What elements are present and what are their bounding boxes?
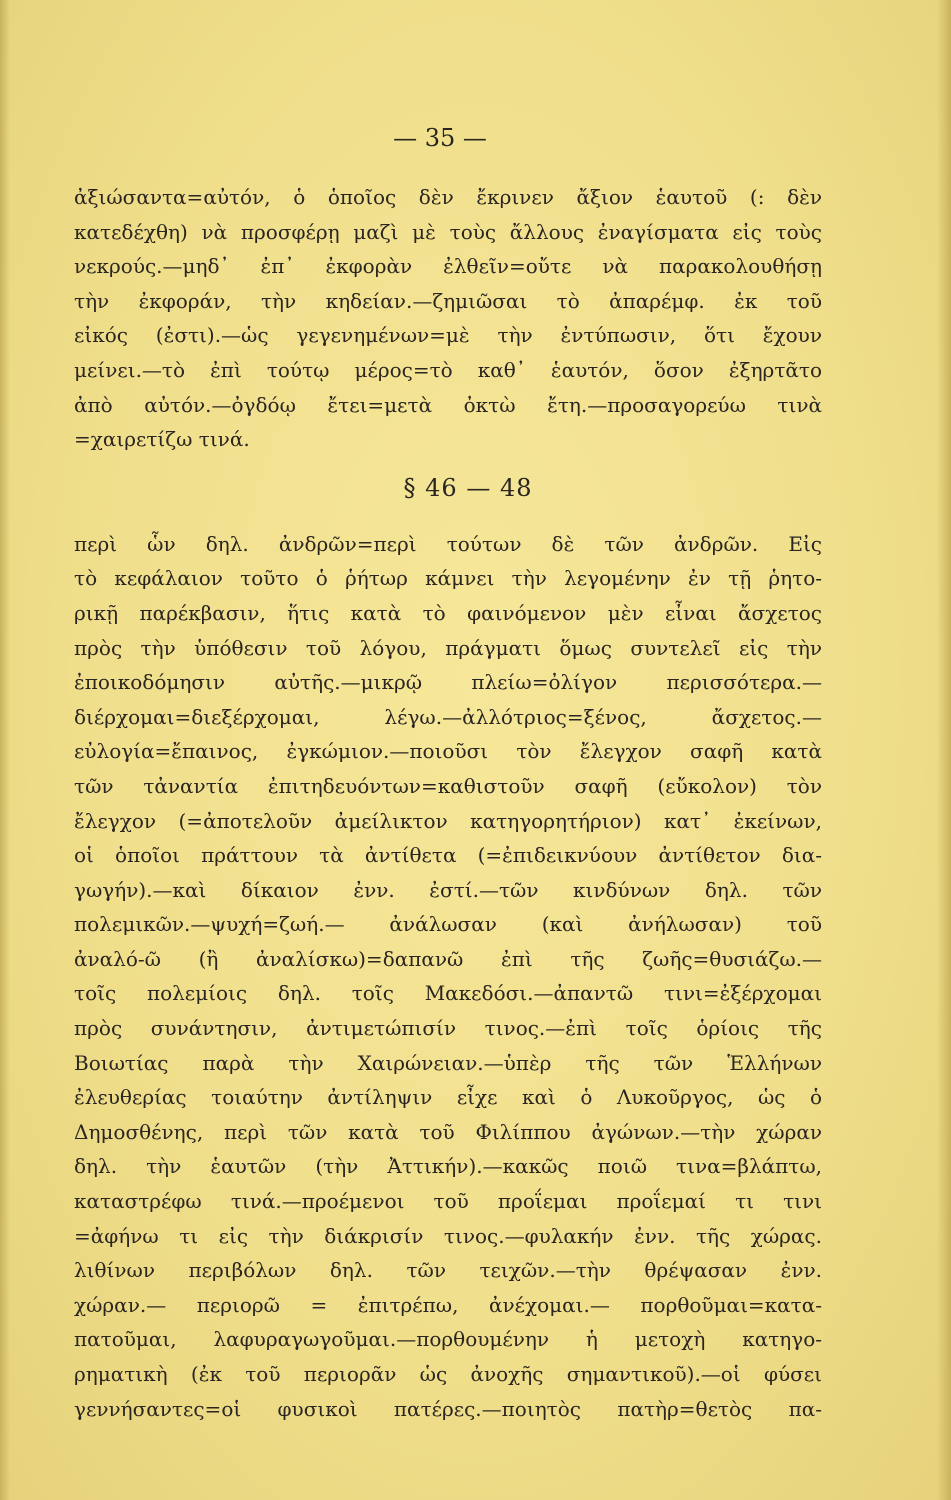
text-line: ρικῇ παρέκβασιν, ἥτις κατὰ τὸ φαινόμενον μὲν εἶναι ἄσχετος: [74, 600, 822, 625]
text-line: ἀξιώσαντα=αὐτόν, ὁ ὁποῖος δὲν ἔκρινεν ἄξιον ἑαυτοῦ (: δὲν: [74, 185, 822, 209]
text-line: ἀπὸ αὐτόν.—ὀγδόῳ ἔτει=μετὰ ὀκτὼ ἔτη.—προσαγορεύω τινὰ: [74, 392, 822, 417]
text-line: =χαιρετίζω τινά.: [74, 427, 250, 452]
text-line: τοῖς πολεμίοις δηλ. τοῖς Μακεδόσι.—ἀπαντῶ τινι=ἐξέρχομαι: [74, 981, 822, 1006]
text-line: γωγήν).—καὶ δίκαιον ἐνν. ἐστί.—τῶν κινδύνων δηλ. τῶν: [74, 877, 822, 902]
page-edge-left: [0, 0, 10, 1500]
text-line: Βοιωτίας παρὰ τὴν Χαιρώνειαν.—ὑπὲρ τῆς τῶν Ἑλλήνων: [74, 1050, 822, 1075]
text-line: διέρχομαι=διεξέρχομαι, λέγω.—ἀλλότριος=ξένος, ἄσχετος.—: [74, 704, 822, 729]
text-line: περὶ ὧν δηλ. ἀνδρῶν=περὶ τούτων δὲ τῶν ἀνδρῶν. Εἰς: [74, 531, 822, 556]
text-line: πατοῦμαι, λαφυραγωγοῦμαι.—πορθουμένην ἡ μετοχὴ κατηγο-: [74, 1327, 822, 1352]
text-line: πρὸς συνάντησιν, ἀντιμετώπισίν τινος.—ἐπὶ τοῖς ὁρίοις τῆς: [74, 1016, 822, 1041]
text-line: ἀναλό-ῶ (ἢ ἀναλίσκω)=δαπανῶ ἐπὶ τῆς ζωῆς=θυσιάζω.—: [74, 946, 822, 971]
text-line: ἐποικοδόμησιν αὐτῆς.—μικρῷ πλείω=ὀλίγον περισσότερα.—: [74, 670, 822, 695]
commentary-text: [74, 180, 822, 1426]
text-line: λιθίνων περιβόλων δηλ. τῶν τειχῶν.—τὴν θρέψασαν ἐνν.: [74, 1258, 822, 1283]
text-line: οἱ ὁποῖοι πράττουν τὰ ἀντίθετα (=ἐπιδεικνύουν ἀντίθετον δια-: [74, 843, 822, 868]
text-line: Δημοσθένης, περὶ τῶν κατὰ τοῦ Φιλίππου ἀγώνων.—τὴν χώραν: [74, 1119, 822, 1144]
text-line: ἐλευθερίας τοιαύτην ἀντίληψιν εἶχε καὶ ὁ Λυκοῦργος, ὡς ὁ: [74, 1085, 822, 1110]
text-line: πολεμικῶν.—ψυχή=ζωή.— ἀνάλωσαν (καὶ ἀνήλωσαν) τοῦ: [74, 912, 822, 937]
text-line: =ἀφήνω τι εἰς τὴν διάκρισίν τινος.—φυλακήν ἐνν. τῆς χώρας.: [74, 1223, 822, 1248]
text-line: πρὸς τὴν ὑπόθεσιν τοῦ λόγου, πράγματι ὅμως συντελεῖ εἰς τὴν: [74, 635, 822, 660]
text-line: δηλ. τὴν ἑαυτῶν (τὴν Ἀττικήν).—κακῶς ποιῶ τινα=βλάπτω,: [74, 1154, 822, 1179]
text-line: τὸ κεφάλαιον τοῦτο ὁ ῥήτωρ κάμνει τὴν λεγομένην ἐν τῇ ῥητο-: [74, 566, 822, 591]
text-line: ρηματικὴ (ἐκ τοῦ περιορᾶν ὡς ἀνοχῆς σημαντικοῦ).—οἱ φύσει: [74, 1362, 822, 1386]
text-line: μείνει.—τὸ ἐπὶ τούτῳ μέρος=τὸ καθ᾽ ἑαυτόν, ὅσον ἐξηρτᾶτο: [74, 357, 822, 382]
text-line: τὴν ἐκφοράν, τὴν κηδείαν.—ζημιῶσαι τὸ ἀπαρέμφ. ἐκ τοῦ: [74, 288, 822, 313]
page-number: — 35 —: [393, 124, 487, 152]
text-line: εὐλογία=ἔπαινος, ἐγκώμιον.—ποιοῦσι τὸν ἔλεγχον σαφῆ κατὰ: [74, 739, 822, 764]
section-heading: § 46 — 48: [403, 473, 533, 502]
page-edge-right: [937, 0, 951, 1500]
text-line: καταστρέφω τινά.—προέμενοι τοῦ προΐεμαι προΐεμαί τι τινι: [74, 1189, 822, 1214]
text-line: γεννήσαντες=οἱ φυσικοὶ πατέρες.—ποιητὸς πατὴρ=θετὸς πα-: [74, 1396, 822, 1421]
text-line: νεκρούς.—μηδ᾽ ἐπ᾽ ἐκφορὰν ἐλθεῖν=οὔτε νὰ παρακολουθήσῃ: [74, 254, 822, 279]
text-line: ἔλεγχον (=ἀποτελοῦν ἀμείλικτον κατηγορητήριον) κατ᾽ ἐκείνων,: [74, 808, 822, 833]
text-line: τῶν τἀναντία ἐπιτηδευόντων=καθιστοῦν σαφῆ (εὔκολον) τὸν: [74, 773, 822, 798]
text-line: εἰκός (ἐστι).—ὡς γεγενημένων=μὲ τὴν ἐντύπωσιν, ὅτι ἔχουν: [74, 323, 822, 348]
text-line: χώραν.— περιορῶ = ἐπιτρέπω, ἀνέχομαι.— πορθοῦμαι=κατα-: [74, 1292, 822, 1317]
text-line: κατεδέχθη) νὰ προσφέρῃ μαζὶ μὲ τοὺς ἄλλους ἐναγίσματα εἰς τοὺς: [74, 219, 822, 244]
